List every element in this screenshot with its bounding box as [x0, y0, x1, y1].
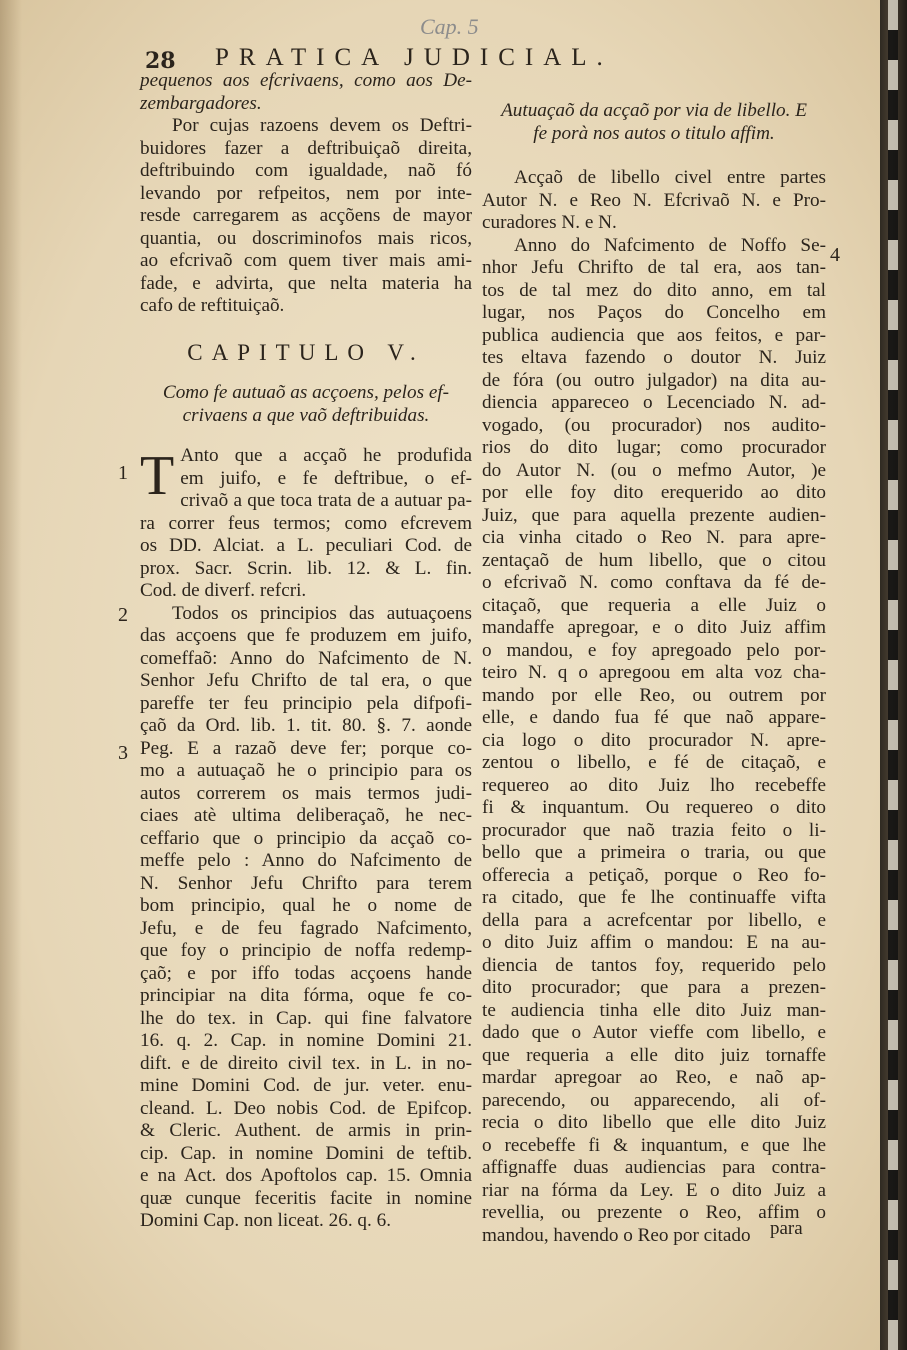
text-line: zentaçaõ de hum libello, que o citou: [482, 549, 826, 571]
text-line: recia o dito libello que elle dito Juiz: [482, 1112, 826, 1133]
text-line: principiar na dita fórma, oque fe co-: [140, 985, 472, 1006]
text-line: bom principio, qual he o nome de: [140, 895, 472, 916]
catchword: para: [770, 1218, 803, 1239]
left-column: [140, 70, 472, 1233]
text-line: 16. q. 2. Cap. in nomine Domini 21.: [140, 1030, 472, 1051]
pencil-annotation: Cap. 5: [420, 14, 479, 39]
text-line: o recebeffe fi & inquantum, e que lhe: [482, 1134, 826, 1156]
text-line: mine Domini Cod. de jur. veter. enu-: [140, 1075, 472, 1096]
text-line: publica audiencia que aos feitos, e par-: [482, 324, 826, 346]
text-line: riar na fórma da Ley. E o dito Juiz a: [482, 1179, 826, 1201]
text-line: Anno do Nafcimento de Noffo Se-: [514, 234, 826, 256]
text-line: levando por refpeitos, nem por inte-: [140, 182, 472, 204]
text-line: nhor Jefu Chrifto de tal era, aos tan-: [482, 257, 826, 278]
text-line: Autuaçaõ da acçaõ por via de libello. E: [501, 100, 807, 121]
text-line: tos de tal mez do dito anno, em tal: [482, 279, 826, 301]
text-line: mando por elle Reo, ou outrem por: [482, 684, 826, 706]
text-line: diencia appareceo o Lecenciado N. ad-: [482, 392, 826, 413]
margin-number-3: 3: [118, 742, 128, 764]
text-line: cia vinha citado o Reo N. para apre-: [482, 527, 826, 548]
text-line: vogado, (ou procurador) nos audito-: [482, 414, 826, 436]
text-line: fi & inquantum. Ou requereo o dito: [482, 797, 826, 818]
margin-number-2: 2: [118, 604, 128, 626]
text-line: fe porà nos autos o titulo affim.: [533, 122, 775, 144]
text-line: Autor N. e Reo N. Efcrivaõ N. e Pro-: [482, 189, 826, 211]
text-line: requereo ao dito Juiz lho recebeffe: [482, 774, 826, 796]
section-heading: [482, 100, 826, 145]
text-line: procurador que naõ trazia feito o li-: [482, 819, 826, 841]
text-line: mandaffe apregoar, e o dito Juiz affim: [482, 617, 826, 638]
text-line: zembargadores.: [140, 92, 262, 114]
text-line: rios do dito lugar; como procurador: [482, 437, 826, 458]
text-line: prox. Sacr. Scrin. lib. 12. & L. fin.: [140, 557, 472, 579]
text-line: çaõ; e por iffo todas acçoens hande: [140, 962, 472, 984]
text-line: lugar, nos Paços do Concelho em: [482, 302, 826, 323]
text-line: dift. e de direito civil tex. in L. in no-: [140, 1052, 472, 1074]
right-paragraph-1: [482, 167, 826, 235]
text-line: que foy o principio de noffa redemp-: [140, 940, 472, 961]
text-line: Jefu, e de feu fagrado Nafcimento,: [140, 917, 472, 939]
right-column: [482, 70, 826, 1247]
text-line: ciaes atè ultima deliberaçaõ, he nec-: [140, 805, 472, 826]
right-paragraph-2: [482, 235, 826, 1248]
text-line: Juiz, que para aquella prezente audien-: [482, 504, 826, 526]
text-line: Anto que a acçaõ he produfida: [180, 445, 472, 466]
text-line: ra correr feus termos; como efcrevem: [140, 512, 472, 534]
drop-cap: T: [140, 445, 175, 507]
text-line: offerecia a petiçaõ, porque o Reo fo-: [482, 864, 826, 886]
text-line: Todos os principios das autuaçoens: [172, 602, 472, 624]
margin-number-4: 4: [830, 244, 840, 266]
scan-edge: [880, 0, 907, 1350]
text-line: autos correrem os mais termos judi-: [140, 782, 472, 804]
margin-number-1: 1: [118, 462, 128, 484]
text-line: meffe pelo : Anno do Nafcimento de: [140, 850, 472, 871]
text-line: Domini Cap. non liceat. 26. q. 6.: [140, 1210, 392, 1231]
text-line: curadores N. e N.: [482, 212, 617, 233]
text-line: pequenos aos efcrivaens, como aos De-: [140, 70, 472, 91]
text-line: que requeria a elle dito juiz tornaffe: [482, 1044, 826, 1066]
text-line: Cod. de diverf. refcri.: [140, 580, 307, 601]
gutter-shadow: [0, 0, 22, 1350]
text-line: Acçaõ de libello civel entre partes: [514, 167, 826, 188]
text-line: tes eltava fazendo o doutor N. Juiz: [482, 347, 826, 368]
text-line: cleand. L. Deo nobis Cod. de Epifcop.: [140, 1097, 472, 1119]
text-line: mo a autuaçaõ he o principio para os: [140, 760, 472, 781]
text-line: ra citado, que fe lhe continuaffe vifta: [482, 887, 826, 908]
text-line: o mandou, e foy apregoado pelo por-: [482, 639, 826, 661]
text-line: crivaõ a que toca trata de a autuar pa-: [180, 490, 472, 511]
text-line: diencia de tantos foy, requerido pelo: [482, 954, 826, 976]
text-line: te audiencia tinha elle dito Juiz man-: [482, 999, 826, 1021]
text-line: revellia, ou prezente o Reo, affim o: [482, 1202, 826, 1223]
intro-lines: [140, 70, 472, 115]
text-line: bello que a primeira o traria, ou que: [482, 842, 826, 863]
page-number: 28: [145, 48, 176, 74]
text-line: ao efcrivaõ com quem tiver mais ami-: [140, 250, 472, 271]
text-line: cia logo o dito procurador N. apre-: [482, 729, 826, 751]
text-line: elle, e dando fua fé que naõ appare-: [482, 707, 826, 728]
text-line: Por cujas razoens devem os Deftri-: [172, 115, 472, 136]
text-line: comeffaõ: Anno do Nafcimento de N.: [140, 647, 472, 669]
text-line: della para a acrefcentar por libello, e: [482, 909, 826, 931]
text-line: Senhor Jefu Chrifto de tal era, o que: [140, 670, 472, 691]
text-line: deftribuindo com igualdade, naõ fó: [140, 160, 472, 181]
text-line: de fóra (ou outro julgador) na dita au-: [482, 369, 826, 391]
chapter-title: CAPITULO V.: [187, 339, 425, 365]
scale-ruler: [888, 0, 898, 1350]
text-line: quantia, ou doscriminofos mais ricos,: [140, 227, 472, 249]
text-line: pareffe ter feu principio pela difpofi-: [140, 692, 472, 714]
text-line: ceffario que o principio da acçaõ co-: [140, 827, 472, 849]
text-line: & Cleric. Authent. de armis in prin-: [140, 1120, 472, 1141]
text-line: fade, e advirta, que nelta materia ha: [140, 272, 472, 294]
text-line: resde carregarem as acçõens de mayor: [140, 205, 472, 226]
text-line: affignaffe duas audiencias para contra-: [482, 1157, 826, 1178]
text-line: o efcrivaõ N. como conftava da fé de-: [482, 572, 826, 593]
text-line: cafo de reftituiçaõ.: [140, 295, 285, 316]
text-line: quæ cunque feceritis facite in nomine: [140, 1187, 472, 1209]
text-line: N. Senhor Jefu Chrifto para terem: [140, 872, 472, 894]
text-line: o dito Juiz affim o mandou: E na au-: [482, 932, 826, 953]
text-line: dado que o Autor vieffe com libello, e: [482, 1022, 826, 1043]
text-line: os DD. Alciat. a L. peculiari Cod. de: [140, 535, 472, 556]
chapter-subtitle: [140, 382, 472, 427]
left-paragraph-2: [140, 445, 472, 603]
text-line: parecendo, ou apparecendo, ali of-: [482, 1089, 826, 1111]
text-line: Como fe autuaõ as acçoens, pelos ef-: [162, 382, 450, 403]
text-line: cip. Cap. in nomine Domini de teftib.: [140, 1142, 472, 1164]
text-line: em juifo, e fe deftribue, o ef-: [180, 467, 472, 489]
running-title: PRATICA JUDICIAL.: [215, 44, 613, 71]
text-line: çaõ da Ord. lib. 1. tit. 80. §. 7. aonde: [140, 715, 472, 736]
text-line: buidores fazer a deftribuiçaõ direita,: [140, 137, 472, 159]
text-line: dito procurador; que para a prezen-: [482, 977, 826, 998]
text-line: zentou o libello, e fé de citaçaõ, e: [482, 752, 826, 773]
text-line: lhe do tex. in Cap. qui fine falvatore: [140, 1007, 472, 1029]
text-line: e na Act. dos Apoftolos cap. 15. Omnia: [140, 1165, 472, 1186]
text-line: Peg. E a razaõ deve fer; porque co-: [140, 737, 472, 759]
text-line: crivaens a que vaõ deftribuidas.: [182, 404, 430, 426]
text-line: mardar apregoar ao Reo, e naõ ap-: [482, 1067, 826, 1088]
left-paragraph-3: [140, 603, 472, 1233]
text-line: das acçoens que fe produzem em juifo,: [140, 625, 472, 646]
text-line: por elle foy dito erequerido ao dito: [482, 482, 826, 503]
text-line: mandou, havendo o Reo por citado: [482, 1224, 751, 1246]
text-line: citaçaõ, que requeria a elle Juiz o: [482, 594, 826, 616]
text-line: do Autor N. (ou o mefmo Autor, )e: [482, 459, 826, 481]
text-line: teiro N. q o apregoou em alta voz cha-: [482, 662, 826, 683]
left-paragraph-1: [140, 115, 472, 318]
